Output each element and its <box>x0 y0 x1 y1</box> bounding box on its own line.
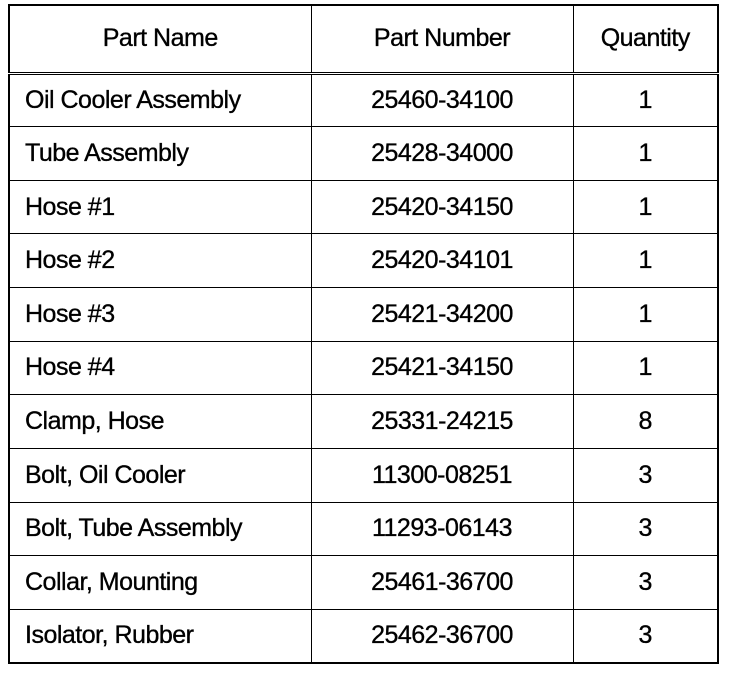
part-name-cell: Oil Cooler Assembly <box>9 73 311 127</box>
part-number-cell: 25428-34000 <box>311 127 573 181</box>
table-row <box>9 73 718 127</box>
table-row <box>9 180 718 234</box>
quantity-cell: 3 <box>573 609 718 663</box>
part-number-cell: 25331-24215 <box>311 395 573 449</box>
quantity-cell: 8 <box>573 395 718 449</box>
quantity-cell: 3 <box>573 448 718 502</box>
quantity-cell: 1 <box>573 234 718 288</box>
quantity-cell: 1 <box>573 180 718 234</box>
header-row <box>9 5 718 73</box>
part-number-cell: 25460-34100 <box>311 73 573 127</box>
part-number-cell: 25420-34150 <box>311 180 573 234</box>
table-row <box>9 395 718 449</box>
part-name-cell: Hose #4 <box>9 341 311 395</box>
table-row <box>9 609 718 663</box>
part-number-cell: 25461-36700 <box>311 556 573 610</box>
part-name-cell: Bolt, Tube Assembly <box>9 502 311 556</box>
quantity-cell: 1 <box>573 73 718 127</box>
part-number-cell: 25420-34101 <box>311 234 573 288</box>
part-name-cell: Hose #1 <box>9 180 311 234</box>
part-number-cell: 11300-08251 <box>311 448 573 502</box>
table-row <box>9 448 718 502</box>
part-name-cell: Clamp, Hose <box>9 395 311 449</box>
table-header <box>9 5 718 73</box>
quantity-cell: 3 <box>573 502 718 556</box>
part-name-cell: Isolator, Rubber <box>9 609 311 663</box>
header-quantity: Quantity <box>573 5 718 73</box>
part-number-cell: 25462-36700 <box>311 609 573 663</box>
parts-table <box>8 4 719 664</box>
quantity-cell: 1 <box>573 127 718 181</box>
part-name-cell: Bolt, Oil Cooler <box>9 448 311 502</box>
header-part-name: Part Name <box>9 5 311 73</box>
part-name-cell: Hose #3 <box>9 288 311 342</box>
part-name-cell: Collar, Mounting <box>9 556 311 610</box>
part-number-cell: 11293-06143 <box>311 502 573 556</box>
quantity-cell: 3 <box>573 556 718 610</box>
part-number-cell: 25421-34200 <box>311 288 573 342</box>
table-row <box>9 288 718 342</box>
table-row <box>9 556 718 610</box>
table-row <box>9 234 718 288</box>
header-part-number: Part Number <box>311 5 573 73</box>
part-number-cell: 25421-34150 <box>311 341 573 395</box>
quantity-cell: 1 <box>573 341 718 395</box>
table-row <box>9 502 718 556</box>
part-name-cell: Hose #2 <box>9 234 311 288</box>
table-body <box>9 73 718 663</box>
table-row <box>9 341 718 395</box>
part-name-cell: Tube Assembly <box>9 127 311 181</box>
quantity-cell: 1 <box>573 288 718 342</box>
table-row <box>9 127 718 181</box>
